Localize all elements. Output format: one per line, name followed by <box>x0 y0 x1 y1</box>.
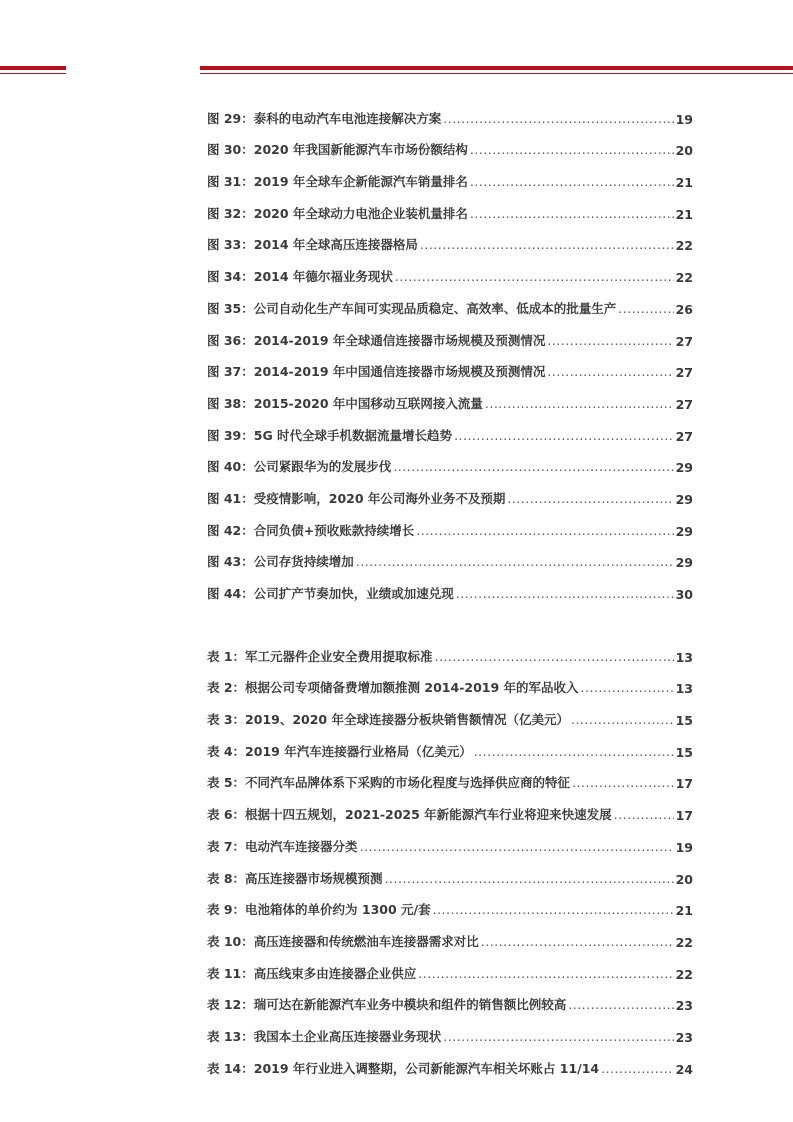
figure-entry-label: 图 44：公司扩产节奏加快，业绩或加速兑现 <box>207 586 454 601</box>
figure-entry-page-number: 22 <box>675 238 693 254</box>
header-line-left <box>0 73 66 74</box>
figure-entry-page-number: 27 <box>675 365 693 381</box>
dot-leader <box>571 712 674 727</box>
dot-leader <box>395 269 674 284</box>
dot-leader <box>470 142 674 157</box>
dot-leader <box>454 428 674 443</box>
figure-entry[interactable] <box>207 317 693 349</box>
figure-entry[interactable] <box>207 349 693 381</box>
dot-leader <box>416 523 673 538</box>
figure-entry[interactable] <box>207 475 693 507</box>
figure-entry-page-number: 21 <box>675 175 693 191</box>
table-entry-page-number: 13 <box>675 649 693 665</box>
table-entry-label: 表 9：电池箱体的单价约为 1300 元/套 <box>207 902 431 918</box>
figure-list <box>207 95 693 602</box>
figure-entry-label: 图 35：公司自动化生产车间可实现品质稳定、高效率、低成本的批量生产 <box>207 300 617 316</box>
figure-entry-label: 图 42：合同负债+预收账款持续增长 <box>207 522 415 538</box>
figure-entry[interactable] <box>207 412 693 444</box>
figure-entry-page-number: 19 <box>675 111 693 127</box>
dot-leader <box>435 649 674 664</box>
table-entry[interactable] <box>207 855 693 887</box>
table-entry-label: 表 14：2019 年行业进入调整期，公司新能源汽车相关坏账占 11/14 <box>207 1060 600 1076</box>
table-entry-page-number: 22 <box>675 934 693 950</box>
table-entry-label: 表 2：根据公司专项储备费增加额推测 2014-2019 年的军品收入 <box>207 680 579 696</box>
dot-leader <box>360 839 674 854</box>
header-bar-right <box>200 66 793 70</box>
table-entry[interactable] <box>207 728 693 760</box>
figure-entry-page-number: 29 <box>675 460 693 476</box>
header-bar-left <box>0 66 66 70</box>
figure-entry-label: 图 39：5G 时代全球手机数据流量增长趋势 <box>207 427 453 443</box>
table-entry-label: 表 8：高压连接器市场规模预测 <box>207 870 383 886</box>
table-entry[interactable] <box>207 918 693 950</box>
figure-entry[interactable] <box>207 507 693 539</box>
figure-entry-label: 图 40：公司紧跟华为的发展步伐 <box>207 459 392 475</box>
table-entry-page-number: 21 <box>675 903 693 919</box>
dot-leader <box>418 966 673 981</box>
table-entry[interactable] <box>207 1013 693 1045</box>
table-entry[interactable] <box>207 823 693 855</box>
figure-entry-label: 图 29：泰科的电动汽车电池连接解决方案 <box>207 110 442 126</box>
dot-leader <box>581 680 674 695</box>
figure-entry[interactable] <box>207 95 693 127</box>
figure-entry-label: 图 43：公司存货持续增加 <box>207 554 354 570</box>
table-entry-label: 表 13：我国本土企业高压连接器业务现状 <box>207 1028 442 1044</box>
figure-entry-page-number: 29 <box>675 491 693 507</box>
table-entry[interactable] <box>207 760 693 792</box>
figure-entry[interactable] <box>207 539 693 571</box>
table-entry[interactable] <box>207 950 693 982</box>
table-entry[interactable] <box>207 696 693 728</box>
dot-leader <box>470 206 674 221</box>
figure-entry-label: 图 34：2014 年德尔福业务现状 <box>207 269 393 285</box>
dot-leader <box>568 997 673 1012</box>
figure-entry[interactable] <box>207 190 693 222</box>
figure-entry-page-number: 29 <box>675 523 693 539</box>
table-list <box>207 633 693 1077</box>
table-entry-label: 表 12：瑞可达在新能源汽车业务中模块和组件的销售额比例较高 <box>207 997 567 1013</box>
dot-leader <box>474 744 674 759</box>
figure-entry-page-number: 20 <box>675 143 693 159</box>
dot-leader <box>456 586 674 601</box>
figure-entry-label: 图 38：2015-2020 年中国移动互联网接入流量 <box>207 395 483 411</box>
figure-entry[interactable] <box>207 253 693 285</box>
figure-entry-page-number: 26 <box>675 301 693 317</box>
table-entry-page-number: 15 <box>675 744 693 760</box>
header-line-right <box>200 73 793 74</box>
table-entry-label: 表 7：电动汽车连接器分类 <box>207 838 358 854</box>
table-entry-page-number: 15 <box>675 713 693 729</box>
figure-entry-label: 图 41：受疫情影响，2020 年公司海外业务不及预期 <box>207 490 506 506</box>
figure-entry[interactable] <box>207 380 693 412</box>
dot-leader <box>393 459 673 474</box>
table-entry-label: 表 4：2019 年汽车连接器行业格局（亿美元） <box>207 743 472 759</box>
table-entry-label: 表 6：根据十四五规划，2021-2025 年新能源汽车行业将迎来快速发展 <box>207 807 612 823</box>
dot-leader <box>614 807 674 822</box>
figure-entry[interactable] <box>207 158 693 190</box>
dot-leader <box>481 934 674 949</box>
dot-leader <box>572 775 674 790</box>
figure-entry-label: 图 30：2020 年我国新能源汽车市场份额结构 <box>207 142 468 158</box>
figure-entry-label: 图 32：2020 年全球动力电池企业装机量排名 <box>207 205 468 221</box>
table-entry-label: 表 11：高压线束多由连接器企业供应 <box>207 965 417 981</box>
table-entry-page-number: 23 <box>675 998 693 1014</box>
figure-entry-label: 图 36：2014-2019 年全球通信连接器市场规模及预测情况 <box>207 332 546 348</box>
figure-entry[interactable] <box>207 127 693 159</box>
dot-leader <box>547 364 673 379</box>
dot-leader <box>618 301 673 316</box>
table-entry-page-number: 17 <box>675 808 693 824</box>
table-entry-page-number: 20 <box>675 871 693 887</box>
figure-entry-page-number: 21 <box>675 206 693 222</box>
table-entry-page-number: 24 <box>675 1061 693 1077</box>
figure-entry[interactable] <box>207 285 693 317</box>
dot-leader <box>507 491 673 506</box>
figure-entry-page-number: 27 <box>675 396 693 412</box>
figure-entry[interactable] <box>207 222 693 254</box>
figure-entry[interactable] <box>207 444 693 476</box>
table-entry[interactable] <box>207 633 693 665</box>
dot-leader <box>443 111 673 126</box>
figure-entry-label: 图 33：2014 年全球高压连接器格局 <box>207 237 418 253</box>
table-entry-label: 表 5：不同汽车品牌体系下采购的市场化程度与选择供应商的特征 <box>207 775 571 791</box>
table-entry-page-number: 22 <box>675 966 693 982</box>
dot-leader <box>470 174 674 189</box>
figure-entry-page-number: 22 <box>675 270 693 286</box>
table-entry-page-number: 23 <box>675 1029 693 1045</box>
table-entry[interactable] <box>207 791 693 823</box>
figure-entry-page-number: 30 <box>675 587 693 602</box>
table-entry-label: 表 1：军工元器件企业安全费用提取标准 <box>207 648 433 664</box>
figure-entry-label: 图 31：2019 年全球车企新能源汽车销量排名 <box>207 174 468 190</box>
figure-entry-page-number: 27 <box>675 333 693 349</box>
figure-entry-page-number: 29 <box>675 555 693 571</box>
dot-leader <box>485 396 674 411</box>
dot-leader <box>356 554 674 569</box>
dot-leader <box>601 1061 673 1076</box>
table-entry-page-number: 17 <box>675 776 693 792</box>
figure-entry[interactable] <box>207 570 693 602</box>
table-entry[interactable] <box>207 1045 693 1077</box>
table-entry-label: 表 3：2019、2020 年全球连接器分板块销售额情况（亿美元） <box>207 712 569 728</box>
figure-entry-label: 图 37：2014-2019 年中国通信连接器市场规模及预测情况 <box>207 364 546 380</box>
table-entry[interactable] <box>207 887 693 919</box>
table-entry-page-number: 13 <box>675 681 693 697</box>
table-entry-label: 表 10：高压连接器和传统燃油车连接器需求对比 <box>207 933 479 949</box>
table-entry[interactable] <box>207 665 693 697</box>
table-entry[interactable] <box>207 982 693 1014</box>
dot-leader <box>385 871 674 886</box>
dot-leader <box>433 902 674 917</box>
dot-leader <box>420 237 674 252</box>
figure-entry-page-number: 27 <box>675 428 693 444</box>
dot-leader <box>547 333 673 348</box>
dot-leader <box>443 1029 673 1044</box>
table-entry-page-number: 19 <box>675 839 693 855</box>
